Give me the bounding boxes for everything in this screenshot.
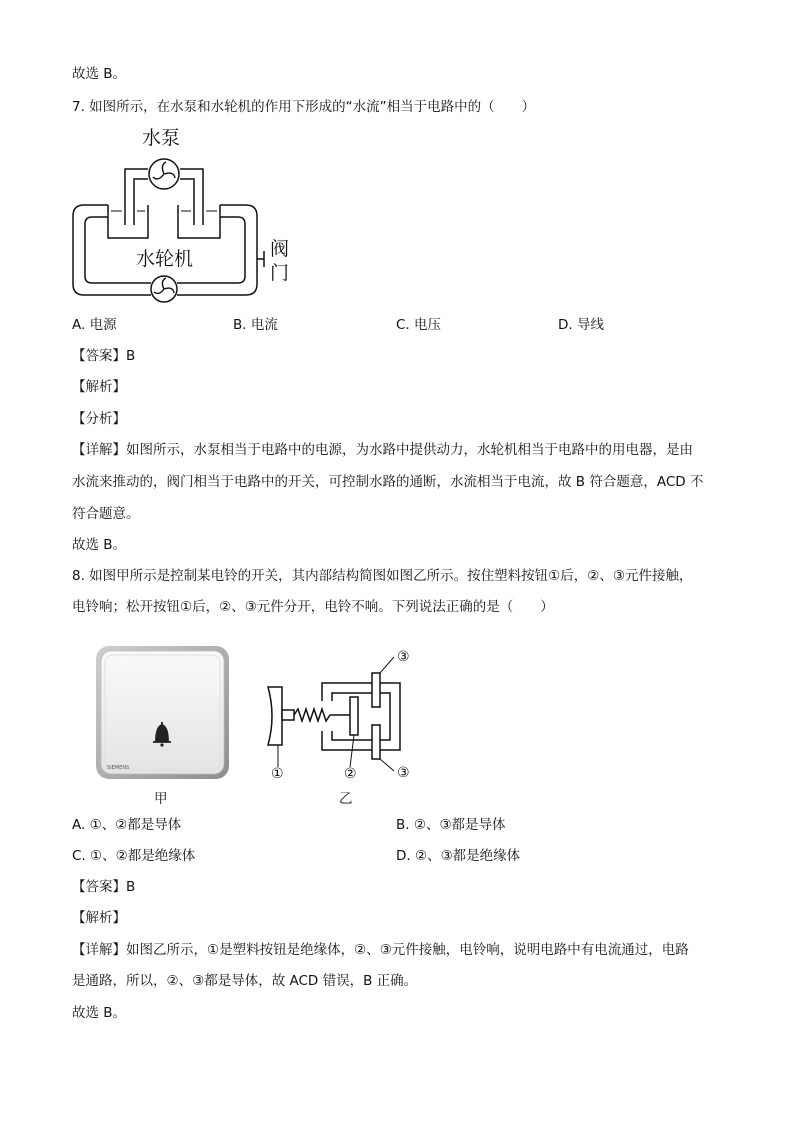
q7-answer: 【答案】B (72, 348, 136, 364)
q7-conclusion: 故选 B。 (72, 537, 127, 553)
turbine-fan-icon (154, 278, 174, 293)
q8-option-a: A. ①、②都是导体 (72, 817, 182, 833)
label-part-3-top: ③ (397, 649, 410, 665)
q7-stem: 7. 如图所示，在水泵和水轮机的作用下形成的“水流”相当于电路中的（ ） (72, 99, 536, 115)
q8-option-b: B. ②、③都是导体 (396, 817, 506, 833)
q8-stem-line-1: 8. 如图甲所示是控制某电铃的开关，其内部结构简图如图乙所示。按住塑料按钮①后，②、③元件接触， (72, 568, 693, 584)
q8-detail-line-2: 是通路，所以，②、③都是导体，故 ACD 错误，B 正确。 (72, 973, 418, 989)
q8-conclusion: 故选 B。 (72, 1005, 127, 1021)
turbine-label: 水轮机 (136, 248, 194, 270)
prev-conclusion: 故选 B。 (72, 66, 127, 82)
pump-fan-icon (153, 162, 175, 179)
q7-option-d: D. 导线 (558, 317, 604, 333)
q7-fenxi-heading: 【分析】 (72, 411, 126, 427)
valve-label-1: 阀 (270, 238, 290, 260)
label-part-2: ② (344, 766, 357, 782)
valve-label-2: 门 (270, 262, 290, 284)
q7-option-c: C. 电压 (396, 317, 442, 333)
brand-logo-text: SIEMENS (107, 765, 130, 771)
pump-label: 水泵 (142, 127, 181, 149)
q7-option-a: A. 电源 (72, 317, 117, 333)
q7-detail-line-1: 【详解】如图所示，水泵相当于电路中的电源，为水路中提供动力，水轮机相当于电路中的用电器，是由 (72, 442, 693, 458)
q7-water-circuit-figure (70, 125, 300, 310)
q7-detail-line-3: 符合题意。 (72, 506, 140, 522)
q8-option-d: D. ②、③都是绝缘体 (396, 848, 521, 864)
q8-switch-photo (95, 645, 235, 785)
q8-caption-yi: 乙 (339, 791, 353, 807)
label-part-3-bottom: ③ (397, 765, 410, 781)
q8-caption-jia: 甲 (154, 791, 168, 807)
q7-detail-line-2: 水流来推动的，阀门相当于电路中的开关，可控制水路的通断，水流相当于电流，故 B 符合题意，ACD 不 (72, 474, 704, 490)
q7-analysis-heading: 【解析】 (72, 379, 126, 395)
label-part-1: ① (271, 766, 284, 782)
q8-stem-line-2: 电铃响；松开按钮①后，②、③元件分开，电铃不响。下列说法正确的是（ ） (72, 599, 554, 615)
q8-analysis-heading: 【解析】 (72, 910, 126, 926)
q8-option-c: C. ①、②都是绝缘体 (72, 848, 196, 864)
q7-option-b: B. 电流 (233, 317, 278, 333)
q8-detail-line-1: 【详解】如图乙所示，①是塑料按钮是绝缘体，②、③元件接触，电铃响，说明电路中有电流通过，电路 (72, 942, 689, 958)
q8-structure-diagram (262, 645, 432, 785)
q8-answer: 【答案】B (72, 879, 136, 895)
